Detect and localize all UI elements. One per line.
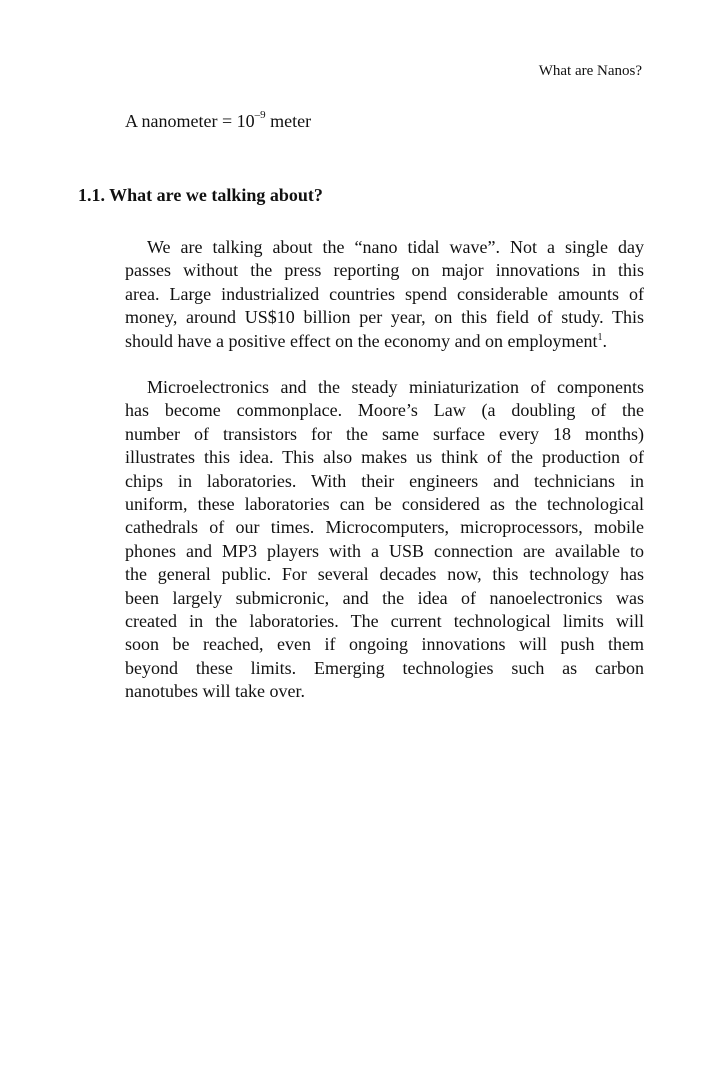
paragraph-line-text: should have a positive effect on the economy and on employment	[125, 330, 598, 351]
paragraph-line: cathedrals of our times. Microcomputers, microprocessors, mobile	[125, 517, 644, 538]
paragraph-line: nanotubes will take over.	[125, 681, 305, 702]
paragraph-line: area. Large industrialized countries spend considerable amounts of	[125, 283, 644, 304]
definition-suffix: meter	[265, 111, 312, 131]
paragraph-line: has become commonplace. Moore’s Law (a doubling of the	[125, 400, 644, 421]
definition-exponent: –9	[254, 109, 266, 121]
paragraph-line: passes without the press reporting on major innovations in this	[125, 260, 644, 281]
nanometer-definition	[125, 110, 311, 132]
paragraph-line: the general public. For several decades now, this technology has	[125, 564, 644, 585]
paragraph-1	[125, 236, 644, 353]
paragraph-2	[125, 376, 644, 703]
definition-prefix: A nanometer = 10	[125, 111, 255, 131]
section-heading: 1.1. What are we talking about?	[78, 185, 323, 205]
running-header: What are Nanos?	[538, 63, 642, 79]
paragraph-line: beyond these limits. Emerging technologies such as carbon	[125, 657, 644, 678]
paragraph-line: We are talking about the “nano tidal wave”. Not a single day	[147, 237, 644, 257]
footnote-reference[interactable]: 1	[597, 331, 603, 343]
paragraph-line: soon be reached, even if ongoing innovations will push them	[125, 634, 644, 655]
paragraph-line: illustrates this idea. This also makes us think of the production of	[125, 447, 644, 468]
paragraph-line: chips in laboratories. With their engineers and technicians in	[125, 470, 644, 491]
paragraph-line: money, around US$10 billion per year, on this field of study. This	[125, 307, 644, 328]
paragraph-line: number of transistors for the same surface every 18 months)	[125, 423, 644, 444]
paragraph-line: phones and MP3 players with a USB connection are available to	[125, 540, 644, 561]
paragraph-line	[125, 330, 644, 353]
paragraph-line: created in the laboratories. The current technological limits will	[125, 610, 644, 631]
paragraph-line: uniform, these laboratories can be considered as the technological	[125, 493, 644, 514]
final-punctuation: .	[602, 330, 608, 351]
paragraph-line: been largely submicronic, and the idea of nanoelectronics was	[125, 587, 644, 608]
paragraph-line: Microelectronics and the steady miniaturization of components	[147, 377, 644, 397]
